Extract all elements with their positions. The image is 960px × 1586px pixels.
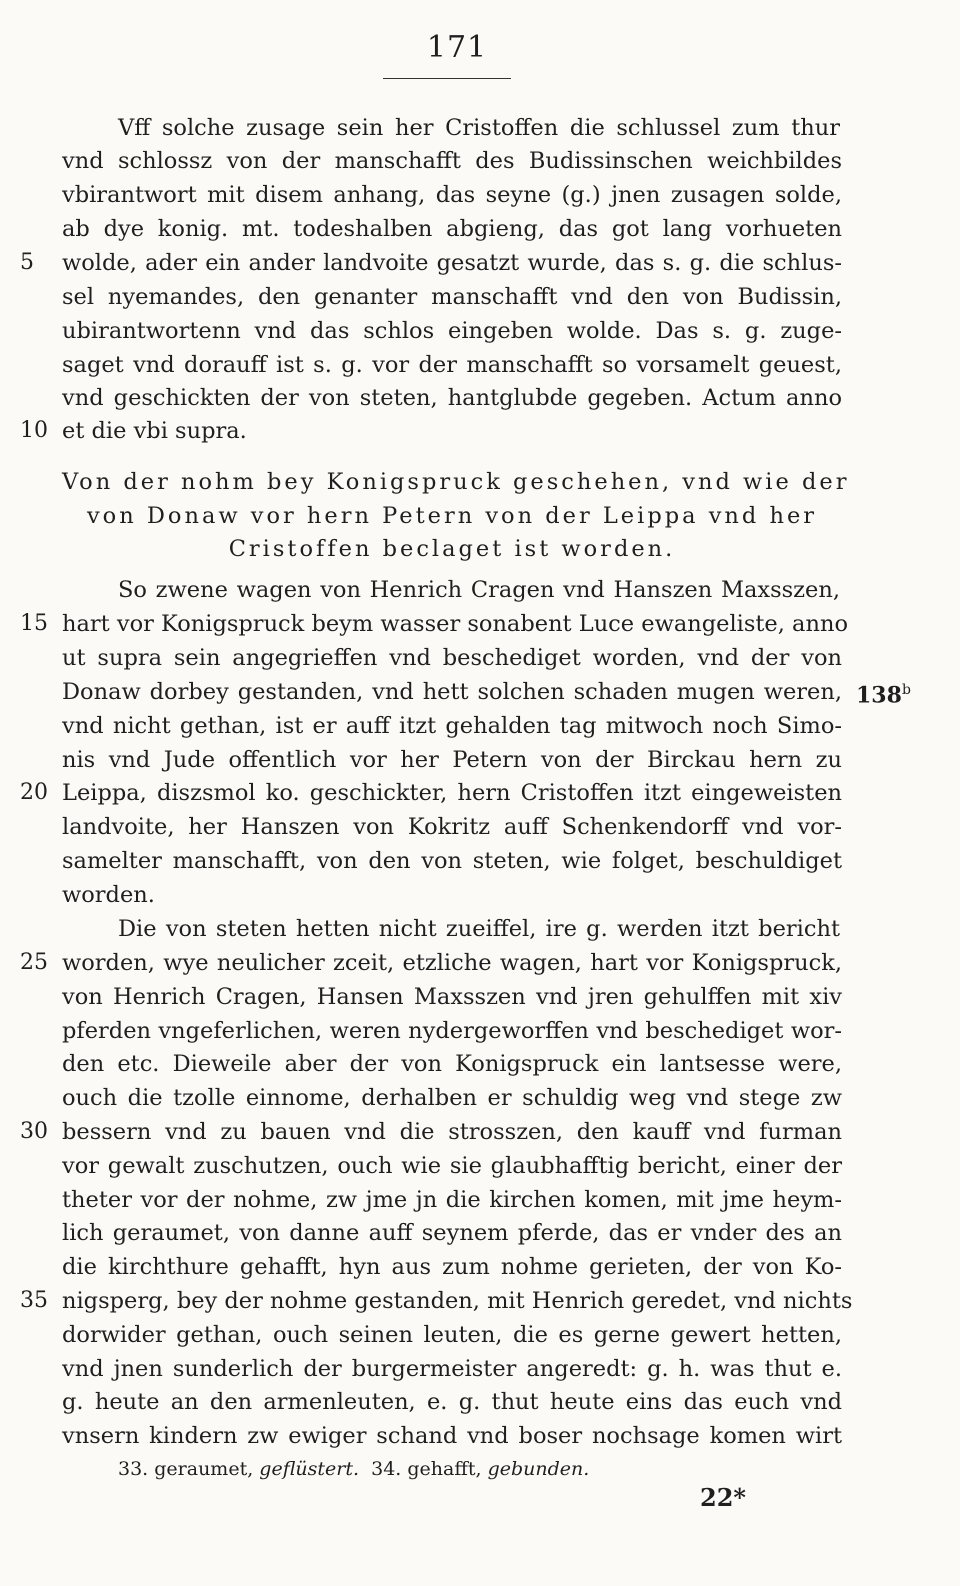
signature-mark: 22* bbox=[700, 1483, 746, 1512]
text-line: pferden vngeferlichen, weren nydergeworffen vnd beschediget wor- bbox=[62, 1018, 842, 1044]
text-line: bessern vnd zu bauen vnd die strosszen, den kauff vnd furman bbox=[62, 1119, 842, 1145]
text-line: nigsperg, bey der nohme gestanden, mit Henrich geredet, vnd nichts bbox=[62, 1288, 853, 1314]
margin-folio-note: 138$^b$ bbox=[856, 682, 911, 709]
text-line: dorwider gethan, ouch seinen leuten, die es gerne gewert hetten, bbox=[62, 1322, 842, 1348]
text-line: theter vor der nohme, zw jme jn die kirchen komen, mit jme heym- bbox=[62, 1187, 842, 1213]
text-line: So zwene wagen von Henrich Cragen vnd Hanszen Maxsszen, bbox=[118, 577, 840, 603]
text-line: Leippa, diszsmol ko. geschickter, hern Cristoffen itzt eingeweisten bbox=[62, 780, 842, 806]
text-line: worden. bbox=[62, 882, 155, 908]
line-number: 20 bbox=[20, 780, 48, 805]
line-number: 35 bbox=[20, 1288, 48, 1313]
text-line: vnd nicht gethan, ist er auff itzt gehalden tag mitwoch noch Simo- bbox=[62, 713, 842, 739]
text-line: samelter manschafft, von den von steten, wie folget, beschuldiget bbox=[62, 848, 842, 874]
line-number: 25 bbox=[20, 950, 48, 975]
text-line: vnd jnen sunderlich der burgermeister angeredt: g. h. was thut e. bbox=[62, 1356, 842, 1382]
section-heading-line: Cristoffen beclaget ist worden. bbox=[228, 536, 676, 562]
footnote-entry: 34. gehafft, bbox=[371, 1458, 482, 1480]
line-number: 30 bbox=[20, 1119, 48, 1144]
text-line: Donaw dorbey gestanden, vnd hett solchen schaden mugen weren, bbox=[62, 679, 842, 705]
text-line: vnsern kindern zw ewiger schand vnd boser nochsage komen wirt bbox=[62, 1423, 842, 1449]
text-line: die kirchthure gehafft, hyn aus zum nohme gerieten, der von Ko- bbox=[62, 1254, 842, 1280]
text-line: Die von steten hetten nicht zueiffel, ire g. werden itzt bericht bbox=[118, 916, 840, 942]
text-line: nis vnd Jude offentlich vor her Petern von der Birckau hern zu bbox=[62, 747, 842, 773]
footnote bbox=[118, 1458, 589, 1480]
text-line: den etc. Dieweile aber der von Konigspruck ein lantsesse were, bbox=[62, 1051, 842, 1077]
text-line: Vff solche zusage sein her Cristoffen die schlussel zum thur bbox=[118, 115, 840, 141]
text-line: ut supra sein angegrieffen vnd beschediget worden, vnd der von bbox=[62, 645, 842, 671]
text-line: ubirantwortenn vnd das schlos eingeben wolde. Das s. g. zuge- bbox=[62, 318, 842, 344]
footnote-gloss: geflüstert. bbox=[259, 1458, 360, 1480]
section-heading-line: von Donaw vor hern Petern von der Leippa vnd her bbox=[86, 503, 818, 529]
text-line: g. heute an den armenleuten, e. g. thut heute eins das euch vnd bbox=[62, 1389, 842, 1415]
text-line: saget vnd dorauff ist s. g. vor der manschafft so vorsamelt geuest, bbox=[62, 352, 842, 378]
text-line: ouch die tzolle einnome, derhalben er schuldig weg vnd stege zw bbox=[62, 1085, 842, 1111]
page-number: 171 bbox=[426, 30, 488, 65]
text-line: landvoite, her Hanszen von Kokritz auff Schenkendorff vnd vor- bbox=[62, 814, 842, 840]
section-heading-line: Von der nohm bey Konigspruck geschehen, vnd wie der bbox=[62, 469, 850, 495]
text-line: worden, wye neulicher zceit, etzliche wagen, hart vor Konigspruck, bbox=[62, 950, 842, 976]
text-line: wolde, ader ein ander landvoite gesatzt wurde, das s. g. die schlus- bbox=[62, 250, 842, 276]
footnote-gloss: gebunden. bbox=[487, 1458, 590, 1480]
text-line: et die vbi supra. bbox=[62, 418, 247, 444]
footnote-entry: 33. geraumet, bbox=[118, 1458, 254, 1480]
text-line: von Henrich Cragen, Hansen Maxsszen vnd jren gehulffen mit xiv bbox=[62, 984, 842, 1010]
line-number: 15 bbox=[20, 611, 48, 636]
text-line: vbirantwort mit disem anhang, das seyne (g.) jnen zusagen solde, bbox=[62, 182, 842, 208]
header-rule bbox=[383, 78, 511, 79]
text-line: vor gewalt zuschutzen, ouch wie sie glaubhafftig bericht, einer der bbox=[62, 1153, 842, 1179]
text-line: vnd schlossz von der manschafft des Budissinschen weichbildes bbox=[62, 148, 842, 174]
text-line: hart vor Konigspruck beym wasser sonabent Luce ewangeliste, anno bbox=[62, 611, 848, 637]
line-number: 5 bbox=[20, 250, 34, 275]
text-line: sel nyemandes, den genanter manschafft vnd den von Budissin, bbox=[62, 284, 842, 310]
text-line: ab dye konig. mt. todeshalben abgieng, das got lang vorhueten bbox=[62, 216, 842, 242]
line-number: 10 bbox=[20, 418, 48, 443]
text-line: lich geraumet, von danne auff seynem pferde, das er vnder des an bbox=[62, 1220, 842, 1246]
text-line: vnd geschickten der von steten, hantglubde gegeben. Actum anno bbox=[62, 385, 842, 411]
